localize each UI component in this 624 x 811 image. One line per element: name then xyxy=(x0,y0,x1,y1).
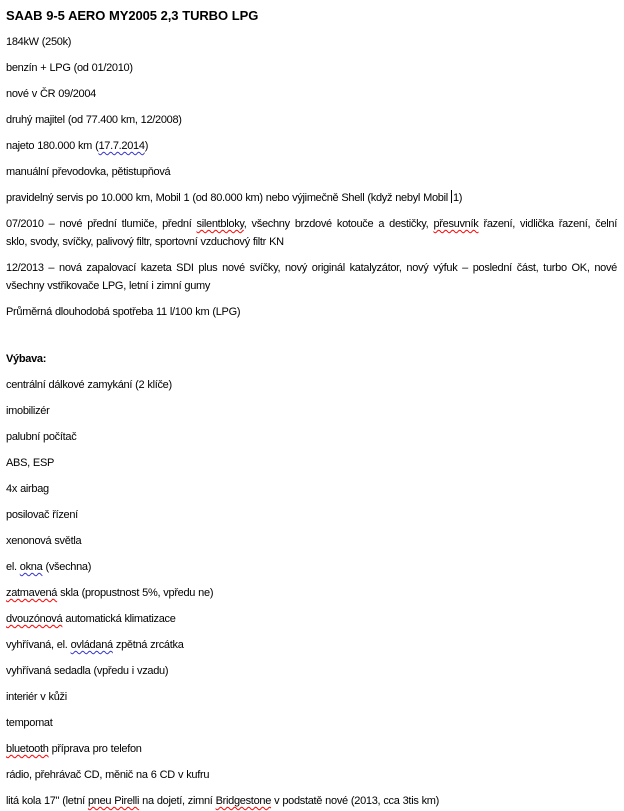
text-line xyxy=(6,636,617,654)
text-run: posilovač řízení xyxy=(6,509,78,521)
text-line xyxy=(6,59,617,77)
text-line xyxy=(6,111,617,129)
text-run: všechny vstřikovače LPG, letní i zimní gumy xyxy=(6,280,211,292)
paragraph xyxy=(6,714,617,732)
text-run: ) xyxy=(144,140,149,152)
text-run: sklo, svody, svíčky, palivový filtr, sportovní vzduchový filtr KN xyxy=(6,236,284,248)
text-line xyxy=(6,454,617,472)
paragraph xyxy=(6,33,617,51)
grammar-flagged-word: okna xyxy=(19,561,43,573)
text-run: nové v ČR 09/2004 xyxy=(6,88,96,100)
grammar-flagged-word: ovládaná xyxy=(70,639,113,651)
text-run: rádio, přehrávač CD, měnič na 6 CD v kufru xyxy=(6,769,210,781)
misspelled-word: silentbloky xyxy=(196,218,244,230)
document-body xyxy=(6,33,617,810)
paragraph xyxy=(6,111,617,129)
paragraph xyxy=(6,740,617,758)
paragraph xyxy=(6,454,617,472)
text-line xyxy=(6,740,617,758)
text-run: el. xyxy=(6,561,20,573)
text-run: řazení, vidlička řazení, čelní xyxy=(478,218,618,230)
text-line xyxy=(6,506,617,524)
text-line xyxy=(6,402,617,420)
text-run: imobilizér xyxy=(6,405,50,417)
text-line xyxy=(6,714,617,732)
text-cursor xyxy=(451,190,452,203)
document-title: SAAB 9-5 AERO MY2005 2,3 TURBO LPG xyxy=(6,8,259,23)
text-run: (všechna) xyxy=(42,561,92,573)
paragraph xyxy=(6,506,617,524)
paragraph xyxy=(6,428,617,446)
paragraph xyxy=(6,610,617,628)
text-run: pravidelný servis po 10.000 km, Mobil 1 (od 80.000 km) nebo výjimečně Shell (když nebyl Mobil xyxy=(6,192,451,204)
text-line xyxy=(6,350,617,368)
text-run: , všechny brzdové kotouče a destičky, xyxy=(243,218,434,230)
text-line xyxy=(6,189,617,207)
text-run: centrální dálkové zamykání (2 klíče) xyxy=(6,379,172,391)
text-line xyxy=(6,163,617,181)
text-run: interiér v kůži xyxy=(6,691,67,703)
text-run: xenonová světla xyxy=(6,535,82,547)
text-line xyxy=(6,792,617,810)
text-run: manuální převodovka, pětistupňová xyxy=(6,166,171,178)
text-line xyxy=(6,584,617,602)
text-line xyxy=(6,376,617,394)
text-line xyxy=(6,85,617,103)
paragraph xyxy=(6,376,617,394)
paragraph xyxy=(6,558,617,576)
text-line xyxy=(6,33,617,51)
text-line xyxy=(6,662,617,680)
text-line xyxy=(6,532,617,550)
text-line xyxy=(6,233,617,251)
text-line xyxy=(6,428,617,446)
text-line xyxy=(6,766,617,784)
paragraph xyxy=(6,584,617,602)
misspelled-word: pneu Pirelli xyxy=(87,795,140,807)
misspelled-word: přesuvník xyxy=(433,218,479,230)
text-run: automatická klimatizace xyxy=(62,613,176,625)
text-run: Výbava: xyxy=(6,353,47,365)
text-run: palubní počítač xyxy=(6,431,77,443)
text-run: litá kola 17" (letní xyxy=(6,795,88,807)
paragraph xyxy=(6,480,617,498)
paragraph xyxy=(6,662,617,680)
text-run: 07/2010 – nové přední tlumiče, přední xyxy=(6,218,197,230)
misspelled-word: dvouzónová xyxy=(6,613,63,625)
empty-paragraph xyxy=(6,329,617,342)
text-run: v podstatě nové (2013, cca 3tis km) xyxy=(271,795,440,807)
paragraph xyxy=(6,59,617,77)
text-run: zpětná zrcátka xyxy=(112,639,184,651)
paragraph xyxy=(6,532,617,550)
misspelled-word: zatmavená xyxy=(6,587,58,599)
text-line xyxy=(6,610,617,628)
text-run: skla (propustnost 5%, vpředu ne) xyxy=(57,587,214,599)
text-run: Průměrná dlouhodobá spotřeba 11 l/100 km (LPG) xyxy=(6,306,241,318)
text-run: vyhřívaná sedadla (vpředu i vzadu) xyxy=(6,665,169,677)
text-run: tempomat xyxy=(6,717,53,729)
paragraph xyxy=(6,163,617,181)
text-line xyxy=(6,558,617,576)
text-run: ABS, ESP xyxy=(6,457,55,469)
text-run: 12/2013 – nová zapalovací kazeta SDI plus nové svíčky, nový originál katalyzátor, nový výfuk – poslední část, turbo OK, nové xyxy=(6,262,617,274)
text-run: najeto 180.000 km ( xyxy=(6,140,99,152)
paragraph xyxy=(6,137,617,155)
text-line xyxy=(6,259,617,277)
misspelled-word: bluetooth xyxy=(6,743,49,755)
text-run: na dojetí, zimní xyxy=(139,795,216,807)
text-line xyxy=(6,688,617,706)
text-run: 4x airbag xyxy=(6,483,49,495)
text-line xyxy=(6,303,617,321)
text-run: druhý majitel (od 77.400 km, 12/2008) xyxy=(6,114,182,126)
paragraph xyxy=(6,766,617,784)
text-line xyxy=(6,137,617,155)
paragraph xyxy=(6,792,617,810)
paragraph xyxy=(6,85,617,103)
text-run: vyhřívaná, el. xyxy=(6,639,71,651)
text-line xyxy=(6,480,617,498)
text-run: 1) xyxy=(452,192,463,204)
misspelled-word: Bridgestone xyxy=(215,795,272,807)
paragraph xyxy=(6,350,617,368)
text-line xyxy=(6,277,617,295)
text-line xyxy=(6,215,617,233)
paragraph xyxy=(6,402,617,420)
paragraph xyxy=(6,259,617,295)
paragraph xyxy=(6,215,617,251)
paragraph xyxy=(6,636,617,654)
grammar-flagged-word: 17.7.2014 xyxy=(98,140,145,152)
paragraph xyxy=(6,688,617,706)
text-run: příprava pro telefon xyxy=(48,743,142,755)
paragraph xyxy=(6,189,617,207)
text-run: benzín + LPG (od 01/2010) xyxy=(6,62,133,74)
text-run: 184kW (250k) xyxy=(6,36,72,48)
paragraph xyxy=(6,303,617,321)
